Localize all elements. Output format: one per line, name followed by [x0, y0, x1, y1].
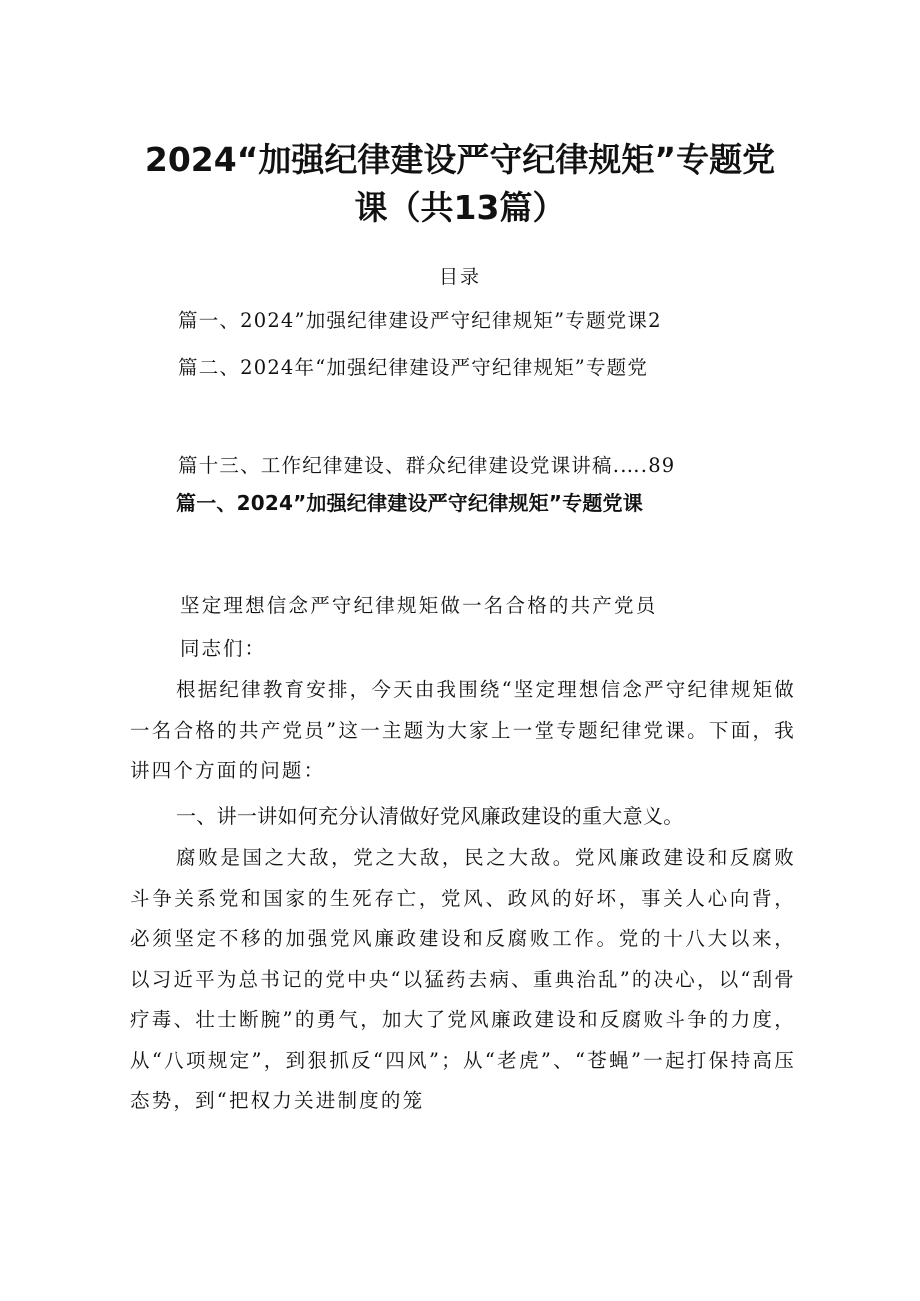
section-title: 篇一、2024”加强纪律建设严守纪律规矩”专题党课 — [176, 491, 643, 515]
speech-subtitle: 坚定理想信念严守纪律规矩做一名合格的共产党员 — [180, 594, 658, 617]
speech-greeting: 同志们： — [180, 637, 267, 660]
point-heading: 一、讲一讲如何充分认清做好党风廉政建设的重大意义。 — [176, 804, 684, 828]
document-title-line-1: 2024“加强纪律建设严守纪律规矩”专题党 — [144, 140, 776, 179]
toc-entry[interactable]: 篇十三、工作纪律建设、群众纪律建设党课讲稿.….89 — [178, 454, 676, 477]
toc-entry[interactable]: 篇二、2024年“加强纪律建设严守纪律规矩”专题党 — [178, 356, 649, 379]
toc-heading: 目录 — [438, 266, 481, 288]
toc-entry[interactable]: 篇一、2024”加强纪律建设严守纪律规矩”专题党课2 — [178, 309, 662, 332]
body-paragraph: 根据纪律教育安排，今天由我围绕“坚定理想信念严守纪律规矩做一名合格的共产党员”这一主题为大家上一堂专题纪律党课。下面，我讲四个方面的问题： — [130, 678, 796, 782]
body-paragraph: 腐败是国之大敌，党之大敌，民之大敌。党风廉政建设和反腐败斗争关系党和国家的生死存亡，党风、政风的好坏，事关人心向背，必须坚定不移的加强党风廉政建设和反腐败工作。党的十八大以来，以习近平为总书记的党中央“以猛药去病、重典治乱”的决心，以“刮骨疗毒、壮士断腕”的勇气，加大了党风廉政建设和反腐败斗争的力度，从“八项规定”，到狠抓反“四风”；从“老虎”、“苍蝇”一起打保持高压态势，到“把权力关进制度的笼 — [130, 846, 796, 1112]
document-title-line-2: 课（共13篇） — [354, 188, 566, 227]
